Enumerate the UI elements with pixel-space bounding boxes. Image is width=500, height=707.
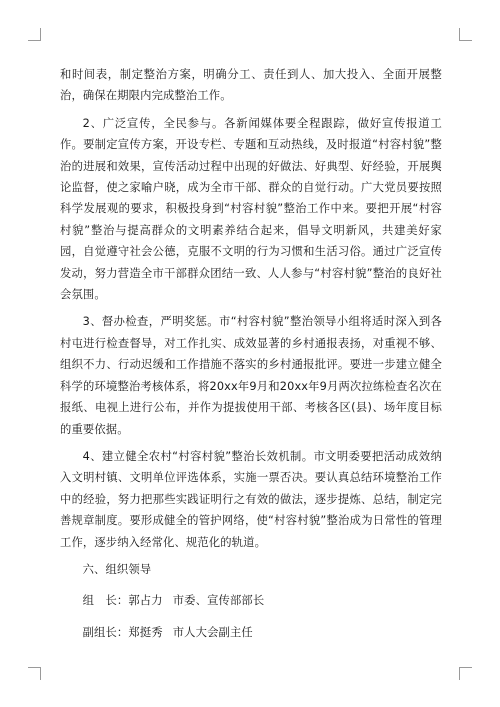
section-heading: 六、组织领导: [82, 562, 152, 576]
leader-name: 郭占力: [128, 594, 163, 608]
crop-mark-bottom-left: [28, 667, 41, 680]
paragraph-inspection: 3、督办检查，严明奖惩。市“村容村貌”整治领导小组将适时深入到各村屯进行检查督导，对工作扎实、成效显著的乡村通报表扬，对重视不够、组织不力、行动迟缓和工作措施不落实的乡村通报批评。要进一步建立健全科学的环境整治考核体系，将20xx年9月和20xx年9月两次拉练检查名次在报纸、电视上进行公布，并作为提拔使用干部、考核各区(县)、场年度目标的重要依据。: [60, 315, 442, 436]
paragraph-publicity: 2、广泛宣传，全民参与。各新闻媒体要全程跟踪，做好宣传报道工作。要制定宣传方案，开设专栏、专题和互动热线，及时报道“村容村貌”整治的进展和效果，宣传活动过程中出现的好做法、好典型、好经验，开展舆论监督，使之家喻户晓，成为全市干部、群众的自觉行动。广大党员要按照科学发展观的要求，积极投身到“村容村貌”整治工作中来。要把开展“村容村貌”整治与提高群众的文明素养结合起来，倡导文明新风，共建美好家园，自觉遵守社会公德，克服不文明的行为习惯和生活习俗。通过广泛宣传发动，努力营造全市干部群众团结一致、人人参与“村容村貌”整治的良好社会氛围。: [60, 116, 442, 302]
leader-row: [60, 590, 442, 611]
leader-row: [60, 622, 442, 643]
document-body: [60, 64, 442, 653]
crop-mark-bottom-right: [459, 667, 472, 680]
leader-role: 组 长：: [82, 594, 129, 608]
leader-role: 副组长：: [82, 625, 129, 639]
leader-title: 市人大会副主任: [172, 625, 253, 639]
leader-title: 市委、宣传部部长: [172, 594, 265, 608]
paragraph-mechanism: 4、建立健全农村“村容村貌”整治长效机制。市文明委要把活动成效纳入文明村镇、文明单位评选体系，实施一票否决。要认真总结环境整治工作中的经验，努力把那些实践证明行之有效的做法，逐步提炼、总结，制定完善规章制度。要形成健全的管护网络，使“村容村貌”整治成为日常性的管理工作，逐步纳入经常化、规范化的轨道。: [60, 449, 442, 549]
crop-mark-top-left: [28, 28, 41, 41]
leader-name: 郑挺秀: [128, 625, 163, 639]
crop-mark-top-right: [459, 28, 472, 41]
paragraph-continuation: 和时间表，制定整治方案，明确分工、责任到人、加大投入、全面开展整治，确保在期限内完成整治工作。: [60, 68, 442, 103]
